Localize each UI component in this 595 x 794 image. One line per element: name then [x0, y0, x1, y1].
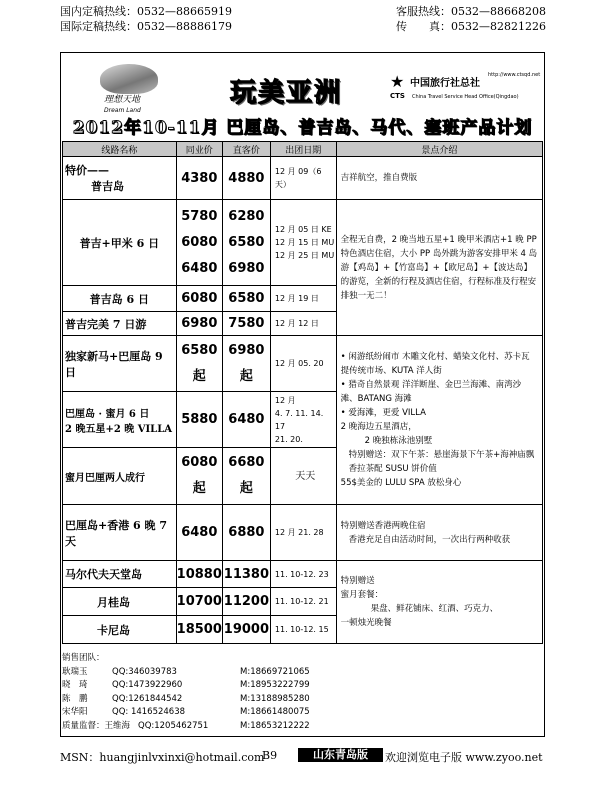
- page-title: 2012年10-11月 巴厘岛、普吉岛、马代、塞班产品计划: [72, 118, 533, 138]
- route-name: 普吉完美 7 日游: [63, 312, 177, 336]
- peer-price-3: 6480: [181, 260, 218, 276]
- page-number: B9: [262, 749, 278, 762]
- sales-qq: QQ: 1416524638: [112, 707, 186, 717]
- desc-line: 香港充足自由活动时间，一次出行两种收获: [348, 534, 511, 545]
- table-header-row: [63, 142, 543, 157]
- route-name: 巴厘岛+香港 6 晚 7 天: [63, 505, 177, 561]
- sales-mobile: M:18669721065: [240, 666, 310, 677]
- depart-date: [270, 392, 336, 448]
- fax-number: 传 真：0532—82821226: [396, 20, 546, 33]
- depart-date: 12 月 05. 20: [270, 336, 336, 392]
- product-table: [62, 141, 543, 644]
- service-hotline: 客服热线：0532—88668208: [396, 5, 546, 18]
- date-1: 12 月 05 日 KE: [274, 225, 332, 234]
- dreamland-logo: [100, 64, 158, 114]
- route-name: 独家新马+巴厘岛 9 日: [63, 336, 177, 392]
- brand-wordmark: 玩美亚洲: [230, 78, 343, 108]
- desc-line: 55$美金的 LULU SPA 放松身心: [340, 478, 462, 488]
- route-name: 蜜月巴厘两人成行: [63, 448, 177, 505]
- sales-mobile: M:18953222799: [240, 680, 310, 690]
- list-item: [62, 693, 543, 707]
- cts-english-name: China Travel Service Head Office(Qingdao): [412, 94, 519, 100]
- peer-price: [176, 200, 222, 286]
- direct-price-value: 6980: [228, 342, 265, 358]
- sales-mobile: M:13188985280: [240, 693, 310, 704]
- peer-price: 10700: [176, 588, 222, 616]
- route-name-main: 巴厘岛 · 蜜月 6 日: [65, 408, 150, 420]
- supervisor-name: 质量监督：王维海: [62, 720, 131, 731]
- desc-line: • 爱海滩，更爱 VILLA: [340, 408, 426, 418]
- table-row: [63, 200, 543, 286]
- depart-date: 11. 10-12. 21: [270, 588, 336, 616]
- desc-line: 2 晚独栋泳池别墅: [364, 436, 433, 446]
- direct-price: 19000: [222, 616, 270, 644]
- direct-price: 6880: [222, 505, 270, 561]
- sales-name: 耿瑞玉: [62, 666, 88, 677]
- sales-qq: QQ:346039783: [112, 666, 177, 677]
- route-name: 卡尼岛: [63, 616, 177, 644]
- direct-price: 11200: [222, 588, 270, 616]
- route-name-sub: 2 晚五星+2 晚 VILLA: [65, 423, 172, 435]
- peer-price: [176, 336, 222, 392]
- route-name: 普吉岛 6 日: [63, 286, 177, 312]
- table-row: [63, 561, 543, 588]
- peer-price: 6480: [176, 505, 222, 561]
- direct-price: 6480: [222, 392, 270, 448]
- sales-mobile: M:18661480075: [240, 707, 310, 717]
- depart-date: [270, 200, 336, 286]
- col-direct-price: 直客价: [222, 142, 270, 157]
- cts-logo: [390, 70, 540, 102]
- route-desc: [336, 336, 542, 505]
- desc-line: 一顿烛光晚餐: [340, 618, 392, 628]
- star-icon: ★: [390, 72, 405, 91]
- domestic-hotline: 国内定稿热线：0532—88665919: [60, 5, 232, 18]
- msn-contact: MSN：huangjinlvxinxi@hotmail.com: [60, 751, 265, 764]
- footer-tagline: 欢迎浏览电子版 www.zyoo.net: [385, 751, 543, 764]
- desc-line: 2 晚海边五星酒店，: [340, 422, 417, 432]
- depart-date: 12 月 12 日: [270, 312, 336, 336]
- direct-price-from: 起: [239, 481, 253, 496]
- desc-line: 特别赠送: [340, 576, 375, 586]
- direct-price-2: 6580: [228, 234, 265, 250]
- depart-date: 天天: [270, 448, 336, 505]
- route-name-prefix: 特价——: [65, 164, 109, 177]
- route-name: [63, 157, 177, 200]
- peer-price: 6980: [176, 312, 222, 336]
- direct-price-value: 6680: [228, 455, 265, 470]
- sales-qq: QQ:1261844542: [112, 693, 183, 704]
- banner: [60, 58, 545, 113]
- col-peer-price: 同业价: [176, 142, 222, 157]
- depart-date: 11. 10-12. 15: [270, 616, 336, 644]
- date-month: 12 月: [274, 395, 296, 405]
- depart-date: 12 月 19 日: [270, 286, 336, 312]
- intl-hotline: 国际定稿热线：0532—88886179: [60, 20, 232, 33]
- cts-label: CTS: [390, 92, 405, 100]
- route-desc: [336, 505, 542, 561]
- peer-price: [176, 448, 222, 505]
- direct-price: [222, 200, 270, 286]
- desc-line: 蜜月套餐：: [340, 590, 384, 600]
- sales-name: 陈 鹏: [62, 693, 88, 704]
- depart-date: 12 月 21. 28: [270, 505, 336, 561]
- table-row: [63, 505, 543, 561]
- table-row: [63, 336, 543, 392]
- table-row: [63, 157, 543, 200]
- swoosh-icon: [100, 64, 158, 94]
- cts-website: http://www.ctsqd.net: [488, 72, 541, 78]
- sales-name: 晓 琦: [62, 680, 88, 690]
- edition-badge: 山东青岛版: [298, 748, 383, 762]
- direct-price: [222, 448, 270, 505]
- col-desc: 景点介绍: [336, 142, 542, 157]
- direct-price: 4880: [222, 157, 270, 200]
- depart-date: 11. 10-12. 23: [270, 561, 336, 588]
- date-days-cont: 21. 20.: [274, 434, 303, 444]
- peer-price: 4380: [176, 157, 222, 200]
- direct-price: 6580: [222, 286, 270, 312]
- desc-line: 果盘、鲜花铺床、红酒、巧克力、: [370, 604, 499, 614]
- route-name: 月桂岛: [63, 588, 177, 616]
- date-3: 12 月 25 日 MU: [274, 251, 335, 260]
- sales-title: 销售团队：: [62, 653, 105, 663]
- peer-price: 18500: [176, 616, 222, 644]
- route-name: 普吉+甲米 6 日: [63, 200, 177, 286]
- desc-line: 特别赠送：双下午茶：悬崖海景下午茶+海神庙飘香拉茶配 SUSU 饼价值: [348, 450, 535, 474]
- peer-price: 10880: [176, 561, 222, 588]
- direct-price-from: 起: [239, 368, 253, 384]
- date-2: 12 月 15 日 MU: [274, 238, 335, 247]
- cts-name: 中国旅行社总社: [410, 78, 480, 89]
- col-route: 线路名称: [63, 142, 177, 157]
- route-desc: 吉祥航空，推自费版: [336, 157, 542, 200]
- peer-price-from: 起: [192, 368, 206, 384]
- peer-price: 5880: [176, 392, 222, 448]
- depart-date: 12 月 09（6 天）: [270, 157, 336, 200]
- desc-line: • 闲游纸纷闹市 木雕文化村、蜡染文化村、苏卡瓦提传统市场、KUTA 洋人街: [340, 352, 530, 376]
- list-item: [62, 666, 543, 680]
- peer-price-value: 6580: [181, 342, 218, 358]
- direct-price-3: 6980: [228, 260, 265, 276]
- list-item: [62, 706, 543, 720]
- direct-price: [222, 336, 270, 392]
- list-item: [62, 720, 543, 734]
- route-desc: 全程无自费，2 晚当地五星+1 晚甲米酒店+1 晚 PP 特色酒店住宿，大小 PP 岛外跳为游客安排甲米 4 岛游【鸡岛】+【竹富岛】+【欧尼岛】+【波达岛】的游览，全新的行程及酒店住宿，行程标准及行程安排独一无二！: [336, 200, 542, 336]
- sales-name: 宋华阳: [62, 707, 88, 717]
- sales-team: [62, 652, 543, 733]
- peer-price-1: 5780: [181, 208, 218, 224]
- supervisor-qq: QQ:1205462751: [138, 720, 209, 731]
- route-desc: [336, 561, 542, 644]
- route-name-main: 普吉岛: [91, 180, 124, 193]
- date-days: 4. 7. 11. 14. 17: [274, 408, 324, 431]
- desc-line: • 猎奇自然景观 洋洋断崖、金巴兰海滩、南湾沙滩、BATANG 海滩: [340, 380, 522, 404]
- route-name: [63, 392, 177, 448]
- direct-price-1: 6280: [228, 208, 265, 224]
- route-name: 马尔代夫天堂岛: [63, 561, 177, 588]
- logo-subtext: Dream Land: [104, 107, 141, 114]
- col-date: 出团日期: [270, 142, 336, 157]
- sales-qq: QQ:1473922960: [112, 680, 183, 690]
- direct-price: 11380: [222, 561, 270, 588]
- list-item: [62, 679, 543, 693]
- peer-price-2: 6080: [181, 234, 218, 250]
- desc-line: 特别赠送香港两晚住宿: [340, 520, 426, 531]
- peer-price-value: 6080: [181, 455, 218, 470]
- peer-price-from: 起: [192, 481, 206, 496]
- supervisor-mobile: M:18653212222: [240, 720, 310, 731]
- logo-text: 理想天地: [104, 95, 141, 105]
- peer-price: 6080: [176, 286, 222, 312]
- direct-price: 7580: [222, 312, 270, 336]
